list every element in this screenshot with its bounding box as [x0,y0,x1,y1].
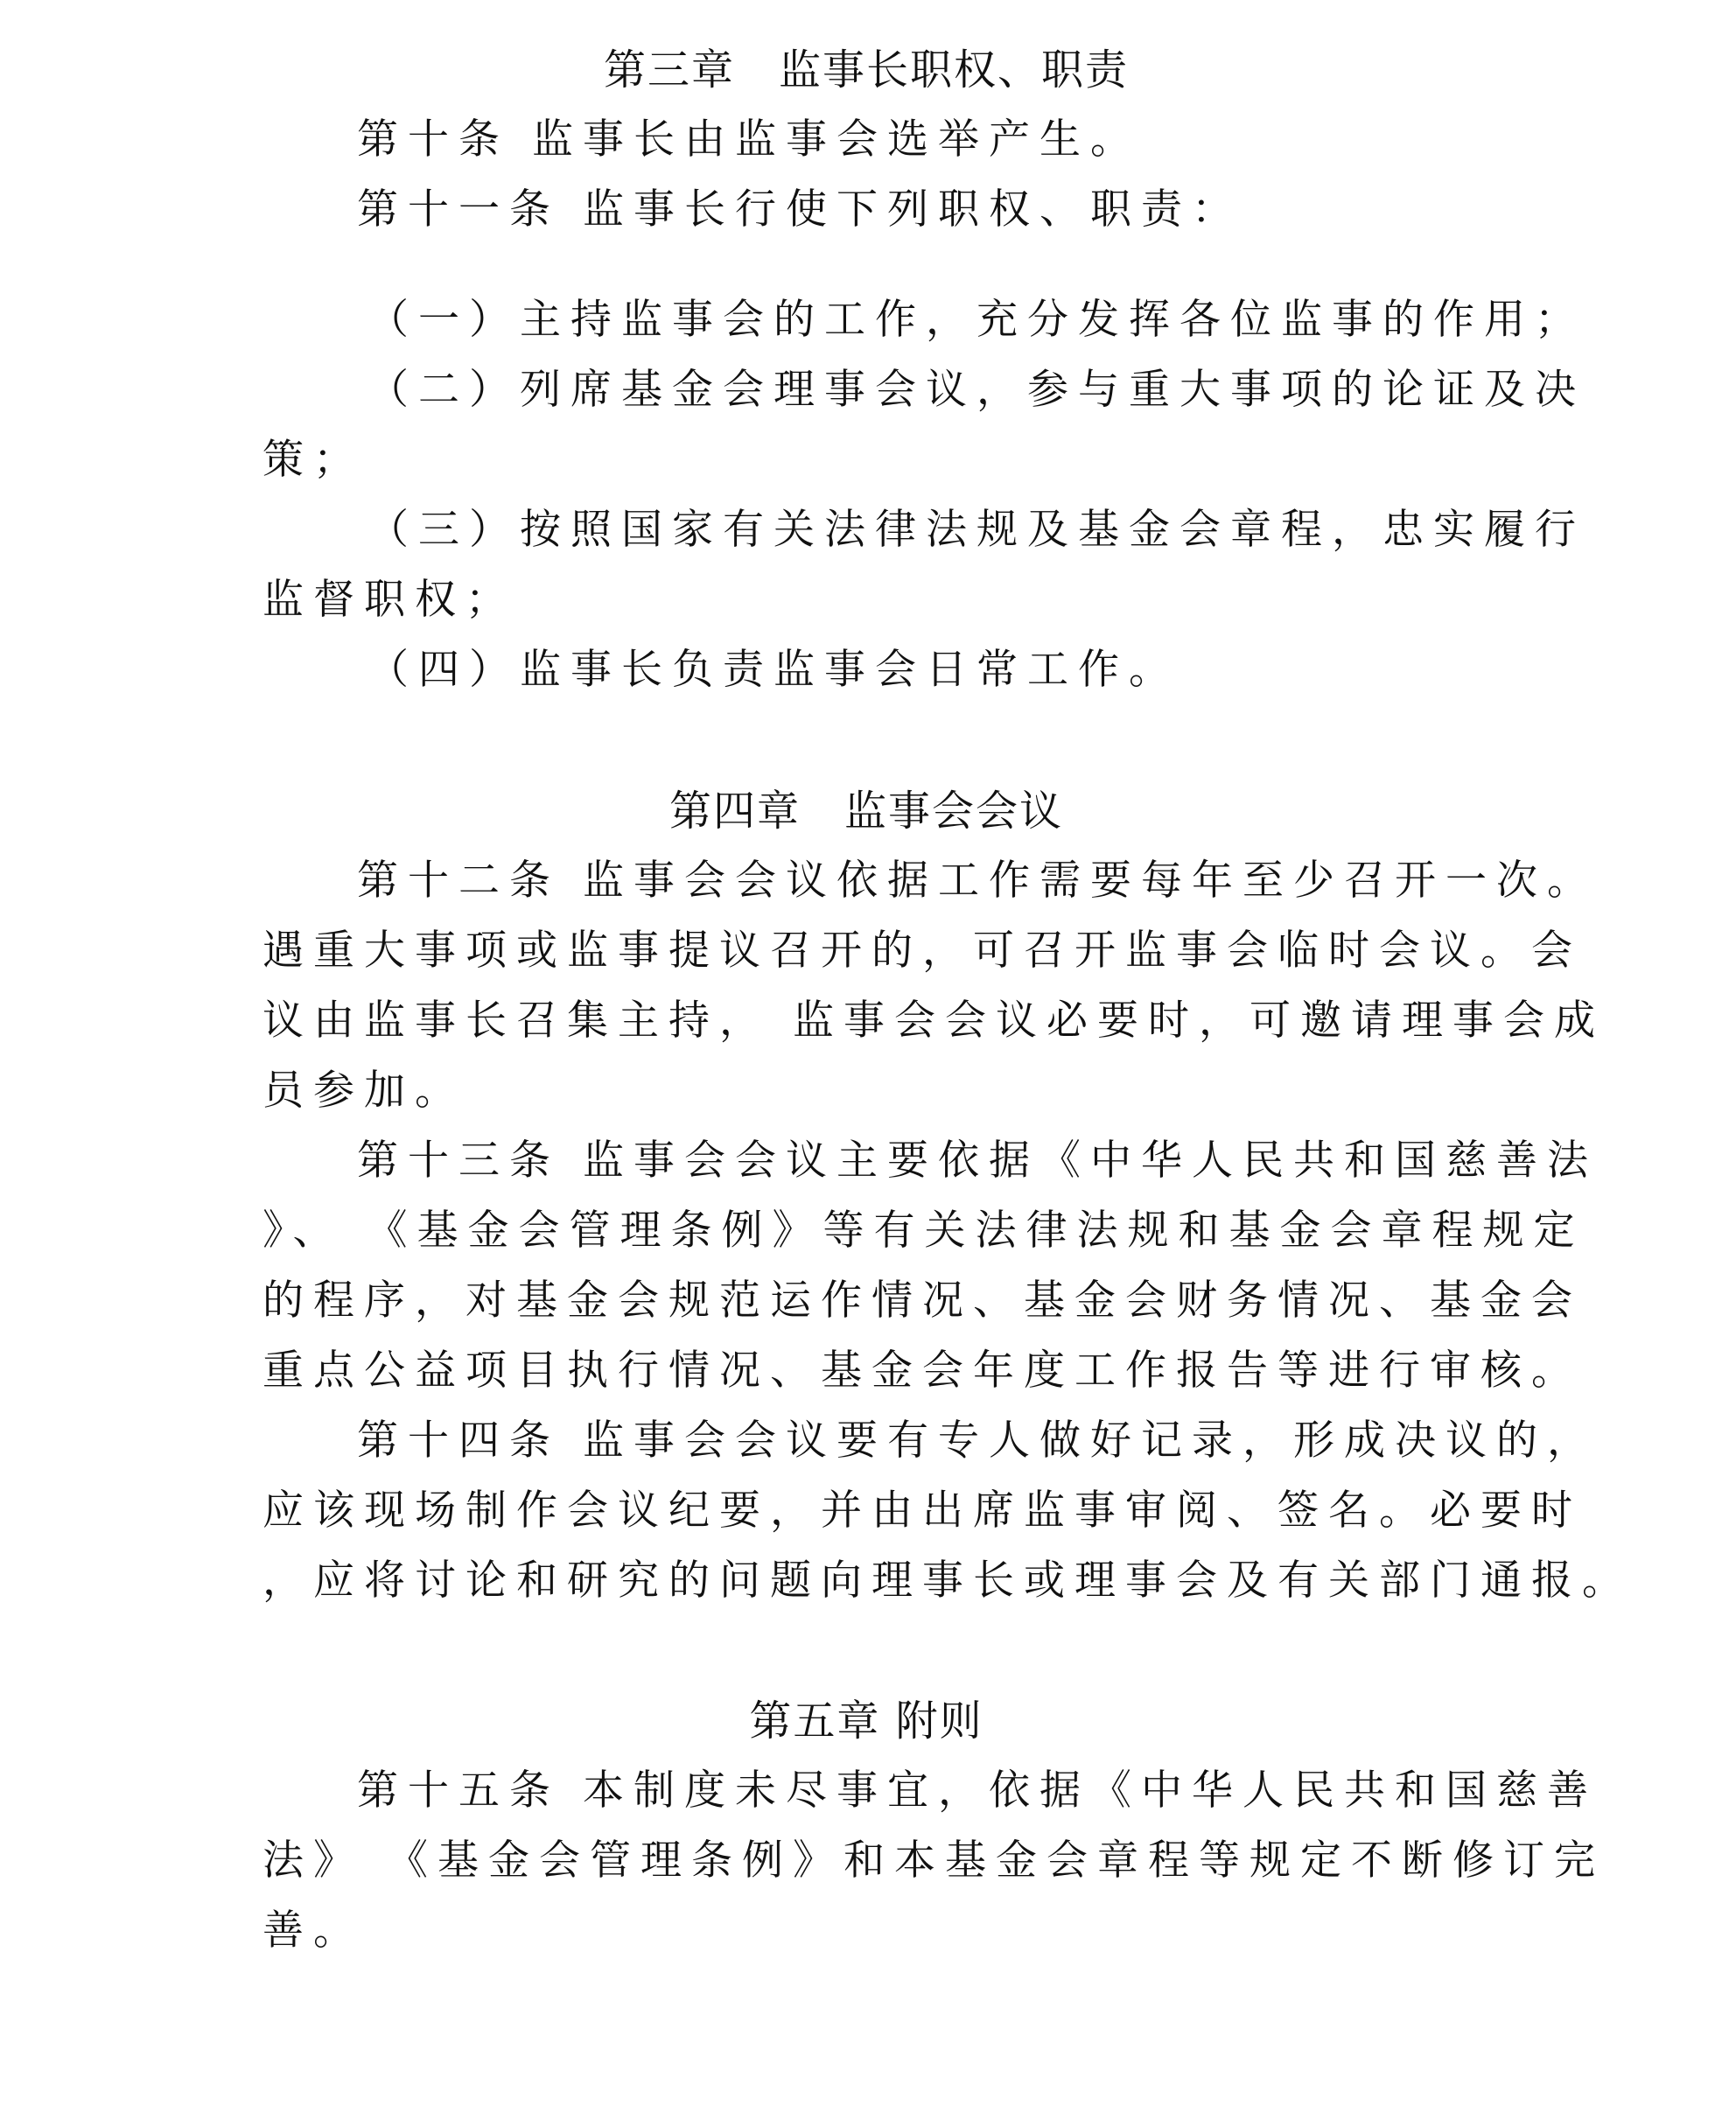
article-11: 第十一条 监事长行使下列职权、职责： [357,185,1242,234]
article-13-line-3: 的程序，对基金会规范运作情况、基金会财务情况、基金会 [262,1277,1582,1325]
chapter-3-title: 第三章 监事长职权、职责 [603,45,1129,94]
article-14-line-3: ，应将讨论和研究的问题向理事长或理事会及有关部门通报。 [262,1557,1633,1605]
article-12-line-1: 第十二条 监事会会议依据工作需要每年至少召开一次。 [357,857,1598,905]
article-15-line-1: 第十五条 本制度未尽事宜，依据《中华人民共和国慈善 [357,1767,1598,1815]
article-14-line-1: 第十四条 监事会会议要有专人做好记录，形成决议的， [357,1417,1598,1465]
article-12-line-4: 员参加。 [262,1067,466,1115]
article-13-line-2: 》、 《基金会管理条例》等有关法律法规和基金会章程规定 [262,1207,1585,1255]
article-11-item-2: （二）列席基金会理事会议，参与重大事项的论证及决 [368,366,1586,414]
chapter-5-title: 第五章 附则 [749,1697,984,1746]
article-12-line-2: 遇重大事项或监事提议召开的，可召开监事会临时会议。会 [262,927,1582,975]
article-11-item-2-cont: 策； [262,436,364,484]
article-13-line-1: 第十三条 监事会会议主要依据《中华人民共和国慈善法 [357,1137,1598,1185]
article-14-line-2: 应该现场制作会议纪要，并由出席监事审阅、签名。必要时 [262,1487,1582,1535]
article-11-item-1: （一）主持监事会的工作，充分发挥各位监事的作用； [368,296,1586,344]
article-12-line-3: 议由监事长召集主持， 监事会会议必要时，可邀请理事会成 [262,997,1605,1045]
article-11-item-3-cont: 监督职权； [262,576,516,624]
chapter-4-title: 第四章 监事会会议 [668,787,1063,836]
article-15-line-2: 法》 《基金会管理条例》和本基金会章程等规定不断修订完 [262,1837,1605,1885]
article-15-line-3: 善。 [262,1907,364,1955]
article-11-item-4: （四）监事长负责监事会日常工作。 [368,646,1180,694]
article-10: 第十条 监事长由监事会选举产生。 [357,115,1141,164]
article-13-line-4: 重点公益项目执行情况、基金会年度工作报告等进行审核。 [262,1347,1582,1395]
article-11-item-3: （三）按照国家有关法律法规及基金会章程，忠实履行 [368,506,1586,554]
